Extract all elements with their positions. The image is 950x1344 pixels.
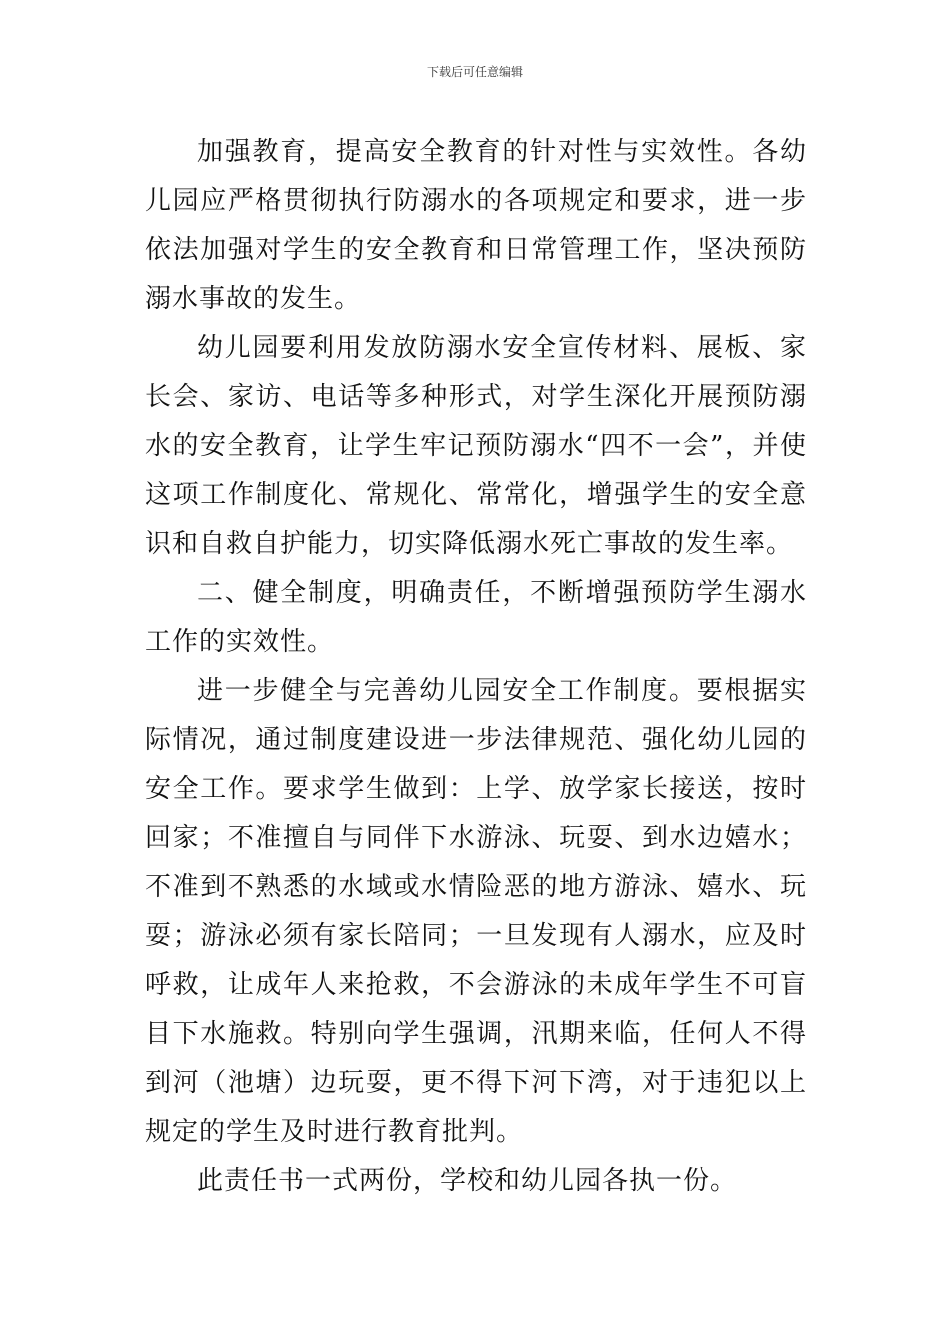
section-heading-system: 二、健全制度，明确责任，不断增强预防学生溺水工作的实效性。 bbox=[145, 578, 807, 657]
paragraph-safety-rules: 进一步健全与完善幼儿园安全工作制度。要根据实际情况，通过制度建设进一步法律规范、强化幼儿园的安全工作。要求学生做到：上学、放学家长接送，按时回家；不准擅自与同伴下水游泳、玩耍、到水边嬉水；不准到不熟悉的水域或水情险恶的地方游泳、嬉水、玩耍；游泳必须有家长陪同；一旦发现有人溺水，应及时呼救，让成年人来抢救，不会游泳的未成年学生不可盲目下水施救。特别向学生强调，汛期来临，任何人不得到河（池塘）边玩耍，更不得下河下湾，对于违犯以上规定的学生及时进行教育批判。 bbox=[145, 676, 807, 1147]
paragraph-publicity-methods: 幼儿园要利用发放防溺水安全宣传材料、展板、家长会、家访、电话等多种形式，对学生深化开展预防溺水的安全教育，让学生牢记预防溺水“四不一会”，并使这项工作制度化、常规化、常常化，增强学生的安全意识和自救自护能力，切实降低溺水死亡事故的发生率。 bbox=[145, 333, 807, 559]
paragraph-copies-note: 此责任书一式两份，学校和幼儿园各执一份。 bbox=[197, 1166, 738, 1196]
paragraph-safety-education: 加强教育，提高安全教育的针对性与实效性。各幼儿园应严格贯彻执行防溺水的各项规定和要求，进一步依法加强对学生的安全教育和日常管理工作，坚决预防溺水事故的发生。 bbox=[145, 137, 807, 314]
page-header: 下载后可任意编辑 bbox=[426, 65, 523, 79]
document-body bbox=[145, 128, 807, 1206]
